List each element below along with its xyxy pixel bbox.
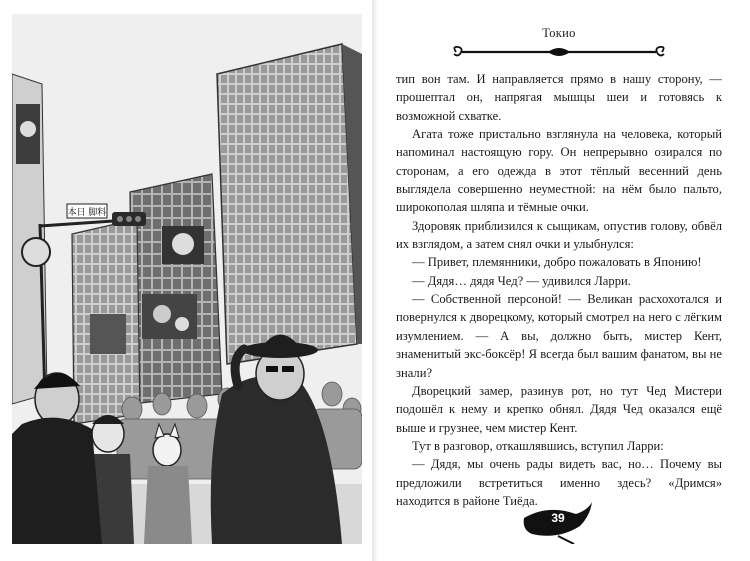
- paragraph: Агата тоже пристально взглянула на человека, который напоминал настоящую гору. Он непрерывно озирался по сторонам, а его одежда в этот тёплый весенний день выглядела совершенно неуместной: на нём было пальто, широкополая шляпа и тёмные очки.: [396, 127, 722, 215]
- illustration-svg: [12, 14, 362, 544]
- body-text: [396, 70, 722, 510]
- paragraph: — Привет, племянники, добро пожаловать в Японию!: [412, 255, 702, 270]
- paragraph: тип вон там. И направляется прямо в нашу сторону, — прошептал он, напрягая мышцы шеи и готовясь к возможной схватке.: [396, 72, 722, 123]
- ornament-divider-icon: [448, 44, 670, 60]
- text-page: [390, 0, 750, 561]
- page-number: 39: [551, 511, 565, 525]
- paragraph: — Собственной персоной! — Великан расхохотался и повернулся к дворецкому, который смотрел на него с лёгким изумлением. — А вы, должно быть, мистер Кент, знаменитый экс-боксёр! Я всегда был вашим фанатом, вы не знали?: [396, 292, 722, 380]
- paragraph: — Дядя… дядя Чед? — удивился Ларри.: [412, 273, 631, 288]
- running-head: Токио: [542, 26, 576, 40]
- page-gutter: [372, 0, 378, 561]
- paragraph: Здоровяк приблизился к сыщикам, опустив голову, обвёл их взглядом, а затем снял очки и улыбнулся:: [396, 218, 722, 252]
- paragraph: Тут в разговор, откашлявшись, вступил Ларри:: [412, 438, 664, 453]
- paragraph: — Дядя, мы очень рады видеть вас, но… Почему вы предложили встретиться именно здесь? «Дримся» находится в районе Тиёда.: [396, 457, 722, 508]
- tokyo-street-illustration: [12, 14, 362, 544]
- paragraph: Дворецкий замер, разинув рот, но тут Чед Мистери подошёл к нему и крепко обнял. Дядя Чед оказался ещё выше и грузнее, чем мистер Кент.: [396, 383, 722, 435]
- page-number-badge: [518, 500, 596, 544]
- street-sign-text: 本日 脚料: [67, 208, 107, 218]
